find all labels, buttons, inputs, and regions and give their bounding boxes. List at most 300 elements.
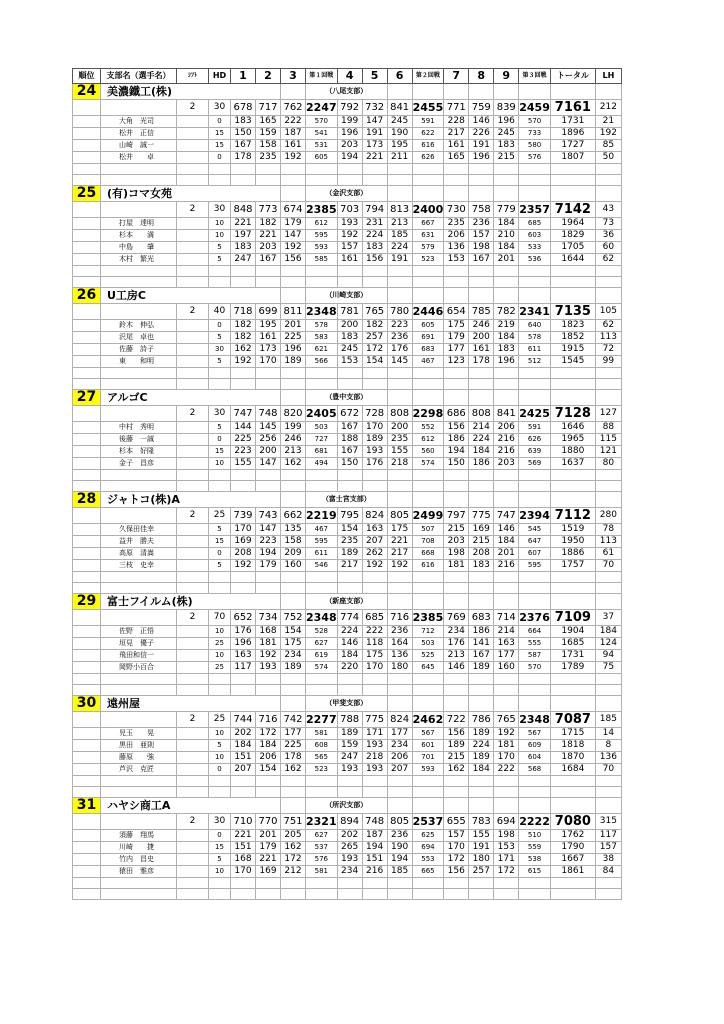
empty-cell bbox=[101, 572, 177, 583]
empty-cell bbox=[73, 356, 101, 368]
empty-cell bbox=[469, 787, 494, 798]
empty-cell bbox=[387, 674, 412, 685]
blank-row bbox=[73, 685, 622, 696]
game-score: 686 bbox=[444, 406, 469, 422]
round-score: 581 bbox=[306, 728, 338, 740]
game-score: 747 bbox=[494, 508, 519, 524]
round-score: 585 bbox=[306, 254, 338, 266]
round-score: 611 bbox=[519, 344, 551, 356]
empty-cell bbox=[444, 878, 469, 889]
empty-cell bbox=[256, 674, 281, 685]
empty-cell bbox=[412, 164, 444, 175]
player-row bbox=[73, 638, 622, 650]
player-lh: 115 bbox=[595, 434, 621, 446]
round-score: 665 bbox=[412, 866, 444, 878]
empty-cell bbox=[73, 242, 101, 254]
game-score: 191 bbox=[469, 140, 494, 152]
empty-cell bbox=[519, 164, 551, 175]
player-name: 佐野 正悟 bbox=[101, 626, 177, 638]
game-score: 170 bbox=[231, 524, 256, 536]
player-name: 後藤 一誠 bbox=[101, 434, 177, 446]
blank-row bbox=[73, 583, 622, 594]
empty-cell bbox=[494, 878, 519, 889]
empty-cell bbox=[101, 685, 177, 696]
game-score: 184 bbox=[337, 650, 362, 662]
game-score: 207 bbox=[362, 536, 387, 548]
game-score: 792 bbox=[337, 100, 362, 116]
empty-cell bbox=[519, 674, 551, 685]
empty-cell bbox=[550, 594, 595, 610]
player-handicap: 10 bbox=[209, 866, 231, 878]
round-score: 552 bbox=[412, 422, 444, 434]
round-score: 733 bbox=[519, 128, 551, 140]
game-score: 162 bbox=[444, 764, 469, 776]
blank-row bbox=[73, 277, 622, 288]
game-score: 183 bbox=[494, 140, 519, 152]
game-score: 217 bbox=[337, 560, 362, 572]
team-row bbox=[73, 390, 622, 406]
empty-cell bbox=[73, 379, 101, 390]
empty-cell bbox=[73, 508, 101, 524]
empty-cell bbox=[101, 277, 177, 288]
empty-cell bbox=[387, 787, 412, 798]
game-score: 192 bbox=[362, 560, 387, 572]
round-score: 570 bbox=[519, 662, 551, 674]
player-row bbox=[73, 140, 622, 152]
game-score: 716 bbox=[256, 712, 281, 728]
empty-cell bbox=[101, 379, 177, 390]
empty-cell bbox=[209, 277, 231, 288]
round-score: 2348 bbox=[306, 611, 337, 624]
player-total: 1965 bbox=[550, 434, 595, 446]
game-score: 223 bbox=[256, 536, 281, 548]
round-score: 2462 bbox=[412, 713, 444, 726]
empty-cell bbox=[387, 583, 412, 594]
empty-cell bbox=[519, 84, 551, 100]
game-score: 186 bbox=[469, 626, 494, 638]
game-score: 710 bbox=[231, 814, 256, 830]
empty-cell bbox=[362, 266, 387, 277]
round-score: 2321 bbox=[306, 815, 337, 828]
round-score: 604 bbox=[519, 752, 551, 764]
player-total: 1644 bbox=[550, 254, 595, 266]
game-score: 150 bbox=[444, 458, 469, 470]
empty-cell bbox=[306, 889, 338, 900]
game-score: 147 bbox=[362, 116, 387, 128]
game-score: 172 bbox=[281, 854, 306, 866]
blank-row bbox=[73, 379, 622, 390]
team-shift: 2 bbox=[177, 814, 209, 830]
empty-cell bbox=[231, 164, 256, 175]
game-score: 221 bbox=[231, 218, 256, 230]
round-score: 595 bbox=[519, 560, 551, 572]
empty-cell bbox=[209, 776, 231, 787]
empty-cell bbox=[412, 288, 444, 304]
round-score: 523 bbox=[412, 254, 444, 266]
game-score: 117 bbox=[231, 662, 256, 674]
empty-cell bbox=[387, 266, 412, 277]
empty-cell bbox=[412, 674, 444, 685]
player-row bbox=[73, 866, 622, 878]
empty-cell bbox=[177, 662, 209, 674]
empty-cell bbox=[519, 186, 551, 202]
game-score: 158 bbox=[256, 140, 281, 152]
team-branch: （富士宮支部） bbox=[306, 492, 388, 508]
empty-cell bbox=[73, 830, 101, 842]
game-score: 765 bbox=[362, 304, 387, 320]
round-score: 578 bbox=[519, 332, 551, 344]
empty-cell bbox=[412, 594, 444, 610]
empty-cell bbox=[306, 368, 338, 379]
empty-cell bbox=[469, 572, 494, 583]
player-handicap: 10 bbox=[209, 626, 231, 638]
game-score: 196 bbox=[469, 152, 494, 164]
empty-cell bbox=[337, 572, 362, 583]
game-score: 181 bbox=[494, 740, 519, 752]
player-lh: 72 bbox=[595, 344, 621, 356]
empty-cell bbox=[73, 638, 101, 650]
team-rank: 25 bbox=[73, 186, 101, 202]
empty-cell bbox=[73, 878, 101, 889]
player-name: 鈴木 伸弘 bbox=[101, 320, 177, 332]
round-score: 2376 bbox=[519, 611, 550, 624]
team-summary-row bbox=[73, 406, 622, 422]
game-score: 172 bbox=[444, 854, 469, 866]
round-score: 560 bbox=[412, 446, 444, 458]
player-total: 1790 bbox=[550, 842, 595, 854]
game-score: 189 bbox=[444, 740, 469, 752]
round-score: 507 bbox=[412, 524, 444, 536]
player-name: 木村 繁光 bbox=[101, 254, 177, 266]
empty-cell bbox=[550, 84, 595, 100]
game-score: 184 bbox=[494, 218, 519, 230]
game-score: 198 bbox=[444, 548, 469, 560]
empty-cell bbox=[73, 152, 101, 164]
game-score: 159 bbox=[337, 740, 362, 752]
empty-cell bbox=[412, 798, 444, 814]
empty-cell bbox=[444, 696, 469, 712]
game-score: 184 bbox=[231, 740, 256, 752]
round-score: 616 bbox=[412, 560, 444, 572]
game-score: 199 bbox=[337, 116, 362, 128]
empty-cell bbox=[595, 266, 621, 277]
game-score: 236 bbox=[387, 332, 412, 344]
empty-cell bbox=[306, 572, 338, 583]
empty-cell bbox=[595, 776, 621, 787]
team-name: (有)コマ女苑 bbox=[101, 186, 281, 202]
game-score: 247 bbox=[337, 752, 362, 764]
game-score: 199 bbox=[281, 422, 306, 434]
team-handicap: 70 bbox=[209, 610, 231, 626]
game-score: 205 bbox=[281, 830, 306, 842]
empty-cell bbox=[494, 288, 519, 304]
game-score: 146 bbox=[444, 662, 469, 674]
game-score: 153 bbox=[337, 356, 362, 368]
game-score: 674 bbox=[281, 202, 306, 218]
empty-cell bbox=[387, 492, 412, 508]
empty-cell bbox=[73, 175, 101, 186]
empty-cell bbox=[177, 685, 209, 696]
game-score: 210 bbox=[494, 230, 519, 242]
empty-cell bbox=[595, 175, 621, 186]
empty-cell bbox=[177, 277, 209, 288]
empty-cell bbox=[494, 84, 519, 100]
player-lh: 88 bbox=[595, 422, 621, 434]
game-score: 759 bbox=[469, 100, 494, 116]
empty-cell bbox=[519, 878, 551, 889]
game-score: 135 bbox=[281, 524, 306, 536]
game-score: 192 bbox=[231, 356, 256, 368]
game-score: 170 bbox=[444, 842, 469, 854]
empty-cell bbox=[281, 798, 306, 814]
game-score: 203 bbox=[256, 242, 281, 254]
empty-cell bbox=[177, 878, 209, 889]
game-score: 672 bbox=[337, 406, 362, 422]
empty-cell bbox=[306, 878, 338, 889]
empty-cell bbox=[494, 277, 519, 288]
empty-cell bbox=[595, 481, 621, 492]
team-row bbox=[73, 288, 622, 304]
player-handicap: 0 bbox=[209, 434, 231, 446]
player-total: 1886 bbox=[550, 548, 595, 560]
round-score: 531 bbox=[306, 140, 338, 152]
game-score: 762 bbox=[281, 100, 306, 116]
empty-cell bbox=[337, 685, 362, 696]
game-score: 160 bbox=[281, 560, 306, 572]
empty-cell bbox=[177, 254, 209, 266]
round-score: 523 bbox=[306, 764, 338, 776]
round-score: 574 bbox=[306, 662, 338, 674]
game-score: 218 bbox=[362, 752, 387, 764]
empty-cell bbox=[177, 230, 209, 242]
round-score: 601 bbox=[412, 740, 444, 752]
empty-cell bbox=[387, 84, 412, 100]
empty-cell bbox=[469, 583, 494, 594]
empty-cell bbox=[550, 470, 595, 481]
empty-cell bbox=[281, 186, 306, 202]
empty-cell bbox=[209, 787, 231, 798]
empty-cell bbox=[281, 594, 306, 610]
empty-cell bbox=[494, 175, 519, 186]
player-name: 山崎 誠一 bbox=[101, 140, 177, 152]
player-name: 垣見 優子 bbox=[101, 638, 177, 650]
empty-cell bbox=[306, 379, 338, 390]
team-row bbox=[73, 492, 622, 508]
empty-cell bbox=[231, 685, 256, 696]
empty-cell bbox=[209, 572, 231, 583]
empty-cell bbox=[494, 379, 519, 390]
game-score: 150 bbox=[231, 128, 256, 140]
team-handicap: 25 bbox=[209, 712, 231, 728]
game-score: 172 bbox=[362, 344, 387, 356]
blank-row bbox=[73, 266, 622, 277]
player-handicap: 10 bbox=[209, 650, 231, 662]
team-total: 7128 bbox=[550, 406, 595, 422]
team-name: 富士フイルム(株) bbox=[101, 594, 281, 610]
game-score: 177 bbox=[387, 728, 412, 740]
round-score: 538 bbox=[519, 854, 551, 866]
empty-cell bbox=[362, 470, 387, 481]
empty-cell bbox=[469, 674, 494, 685]
player-name: 杉本 満 bbox=[101, 230, 177, 242]
empty-cell bbox=[73, 446, 101, 458]
game-score: 219 bbox=[494, 320, 519, 332]
empty-cell bbox=[101, 814, 177, 830]
team-summary-row bbox=[73, 304, 622, 320]
empty-cell bbox=[281, 84, 306, 100]
empty-cell bbox=[177, 332, 209, 344]
game-score: 156 bbox=[362, 254, 387, 266]
player-total: 1829 bbox=[550, 230, 595, 242]
game-score: 192 bbox=[281, 152, 306, 164]
empty-cell bbox=[494, 889, 519, 900]
empty-cell bbox=[73, 116, 101, 128]
game-score: 184 bbox=[469, 764, 494, 776]
game-score: 654 bbox=[444, 304, 469, 320]
player-row bbox=[73, 560, 622, 572]
header-game-7: 7 bbox=[444, 69, 469, 84]
empty-cell bbox=[209, 470, 231, 481]
game-score: 194 bbox=[337, 152, 362, 164]
round-score: 576 bbox=[306, 854, 338, 866]
empty-cell bbox=[256, 470, 281, 481]
player-total: 1667 bbox=[550, 854, 595, 866]
empty-cell bbox=[101, 406, 177, 422]
game-score: 824 bbox=[387, 712, 412, 728]
empty-cell bbox=[73, 458, 101, 470]
empty-cell bbox=[306, 685, 338, 696]
empty-cell bbox=[444, 175, 469, 186]
game-score: 208 bbox=[469, 548, 494, 560]
round-score: 537 bbox=[306, 842, 338, 854]
game-score: 154 bbox=[281, 626, 306, 638]
player-name: 黒田 亜則 bbox=[101, 740, 177, 752]
team-lh: 212 bbox=[595, 100, 621, 116]
empty-cell bbox=[494, 696, 519, 712]
empty-cell bbox=[177, 674, 209, 685]
game-score: 162 bbox=[281, 458, 306, 470]
player-handicap: 0 bbox=[209, 116, 231, 128]
empty-cell bbox=[595, 186, 621, 202]
empty-cell bbox=[256, 572, 281, 583]
empty-cell bbox=[337, 583, 362, 594]
player-name: 大角 光司 bbox=[101, 116, 177, 128]
game-score: 245 bbox=[387, 116, 412, 128]
player-total: 1904 bbox=[550, 626, 595, 638]
game-score: 147 bbox=[256, 458, 281, 470]
player-total: 1545 bbox=[550, 356, 595, 368]
empty-cell bbox=[231, 277, 256, 288]
empty-cell bbox=[550, 390, 595, 406]
empty-cell bbox=[337, 889, 362, 900]
empty-cell bbox=[101, 610, 177, 626]
blank-row bbox=[73, 787, 622, 798]
game-score: 703 bbox=[337, 202, 362, 218]
empty-cell bbox=[73, 650, 101, 662]
player-name: 松井 正信 bbox=[101, 128, 177, 140]
team-branch: （所沢支部） bbox=[306, 798, 388, 814]
empty-cell bbox=[73, 889, 101, 900]
empty-cell bbox=[494, 685, 519, 696]
player-row bbox=[73, 320, 622, 332]
empty-cell bbox=[73, 814, 101, 830]
game-score: 163 bbox=[231, 650, 256, 662]
player-total: 1637 bbox=[550, 458, 595, 470]
empty-cell bbox=[412, 481, 444, 492]
round-score: 627 bbox=[306, 830, 338, 842]
player-total: 1950 bbox=[550, 536, 595, 548]
player-total: 1757 bbox=[550, 560, 595, 572]
empty-cell bbox=[519, 776, 551, 787]
empty-cell bbox=[177, 560, 209, 572]
empty-cell bbox=[281, 470, 306, 481]
empty-cell bbox=[177, 344, 209, 356]
empty-cell bbox=[494, 186, 519, 202]
blank-row bbox=[73, 470, 622, 481]
game-score: 177 bbox=[494, 650, 519, 662]
game-score: 216 bbox=[494, 446, 519, 458]
empty-cell bbox=[387, 186, 412, 202]
empty-cell bbox=[256, 889, 281, 900]
empty-cell bbox=[469, 889, 494, 900]
game-score: 188 bbox=[337, 434, 362, 446]
game-score: 216 bbox=[362, 866, 387, 878]
empty-cell bbox=[469, 84, 494, 100]
empty-cell bbox=[444, 84, 469, 100]
game-score: 207 bbox=[231, 764, 256, 776]
empty-cell bbox=[101, 712, 177, 728]
empty-cell bbox=[281, 776, 306, 787]
game-score: 212 bbox=[281, 866, 306, 878]
player-lh: 62 bbox=[595, 320, 621, 332]
game-score: 839 bbox=[494, 100, 519, 116]
game-score: 170 bbox=[231, 866, 256, 878]
empty-cell bbox=[231, 674, 256, 685]
game-score: 714 bbox=[494, 610, 519, 626]
player-lh: 84 bbox=[595, 866, 621, 878]
team-branch: （新座支部） bbox=[306, 594, 388, 610]
empty-cell bbox=[444, 266, 469, 277]
empty-cell bbox=[494, 787, 519, 798]
empty-cell bbox=[362, 889, 387, 900]
round-score: 2446 bbox=[412, 305, 444, 318]
game-score: 717 bbox=[256, 100, 281, 116]
game-score: 176 bbox=[387, 344, 412, 356]
player-lh: 117 bbox=[595, 830, 621, 842]
game-score: 193 bbox=[362, 764, 387, 776]
game-score: 256 bbox=[256, 434, 281, 446]
empty-cell bbox=[387, 878, 412, 889]
empty-cell bbox=[469, 776, 494, 787]
empty-cell bbox=[209, 379, 231, 390]
round-score: 593 bbox=[412, 764, 444, 776]
game-score: 156 bbox=[444, 866, 469, 878]
empty-cell bbox=[362, 368, 387, 379]
game-score: 183 bbox=[362, 242, 387, 254]
empty-cell bbox=[177, 842, 209, 854]
game-score: 234 bbox=[281, 650, 306, 662]
player-lh: 136 bbox=[595, 752, 621, 764]
round-score: 587 bbox=[519, 650, 551, 662]
player-handicap: 25 bbox=[209, 662, 231, 674]
game-score: 191 bbox=[362, 128, 387, 140]
game-score: 197 bbox=[231, 230, 256, 242]
game-score: 207 bbox=[387, 764, 412, 776]
player-lh: 78 bbox=[595, 524, 621, 536]
game-score: 223 bbox=[387, 320, 412, 332]
empty-cell bbox=[444, 277, 469, 288]
team-shift: 2 bbox=[177, 304, 209, 320]
